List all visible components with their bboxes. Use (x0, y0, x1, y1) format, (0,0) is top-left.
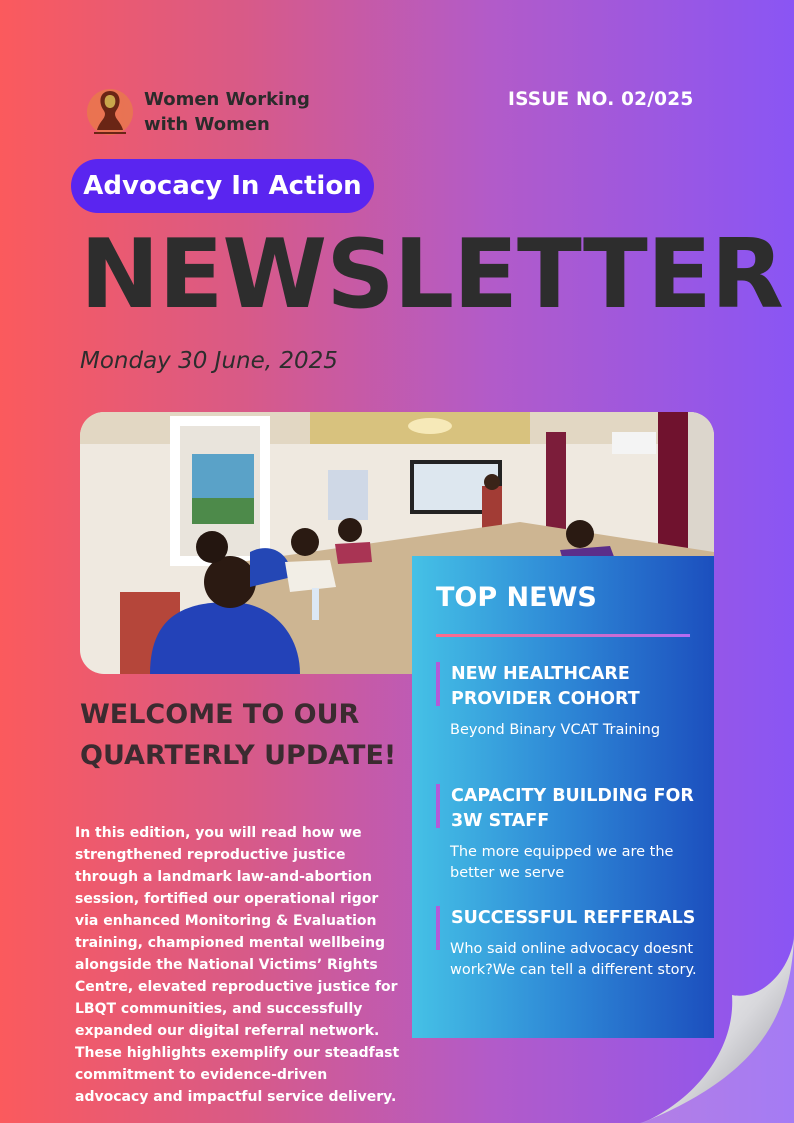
page-curl-icon[interactable] (640, 935, 794, 1123)
brand (84, 86, 310, 138)
news-item-title: NEW HEALTHCARE PROVIDER COHORT (451, 664, 640, 709)
issue-date: Monday 30 June, 2025 (80, 348, 338, 374)
news-accent-bar (436, 784, 440, 828)
welcome-body: In this edition, you will read how we strengthened reproductive justice through a landmark law-and-abortion session, fortified our operational rigor via enhanced Monitoring & Evaluation training, championed mental wellbeing alongside the National Victims’ Rights Centre, elevated reproductive justice for LBQT communities, and successfully expanded our digital referral network. These highlights exemplify our steadfast commitment to evidence-driven advocacy and impactful service delivery. (75, 825, 400, 1105)
newsletter-headline: NEWSLETTER (80, 220, 783, 330)
news-item-title: CAPACITY BUILDING FOR 3W STAFF (451, 786, 694, 831)
issue-number: ISSUE NO. 02/025 (508, 89, 694, 110)
news-item-title: SUCCESSFUL REFFERALS (451, 908, 696, 928)
news-item-healthcare (436, 662, 698, 741)
top-news-title: TOP NEWS (436, 582, 597, 613)
news-item-subtitle: The more equipped we are the better we serve (450, 844, 674, 881)
welcome-heading: WELCOME TO OUR QUARTERLY UPDATE! (80, 699, 397, 771)
brand-name-line1: Women Working (144, 89, 310, 110)
news-accent-bar (436, 662, 440, 706)
news-accent-bar (436, 906, 440, 950)
news-item-subtitle: Beyond Binary VCAT Training (450, 722, 661, 738)
news-item-subtitle: Who said online advocacy doesnt work?We can tell a different story. (450, 941, 697, 978)
brand-name-line2: with Women (144, 114, 270, 135)
top-news-divider (436, 634, 690, 637)
section-pill: Advocacy In Action (71, 159, 374, 213)
news-item-capacity (436, 784, 698, 884)
women-silhouette-logo-icon (84, 86, 136, 138)
